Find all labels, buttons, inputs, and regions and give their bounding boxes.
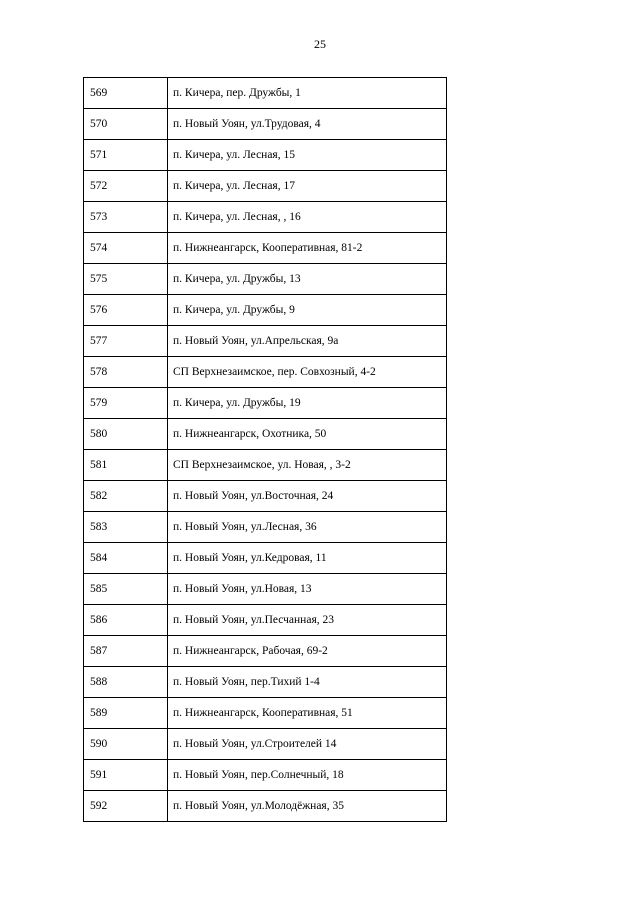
row-number: 572 bbox=[84, 171, 168, 202]
row-address: п. Новый Уоян, ул.Новая, 13 bbox=[168, 574, 447, 605]
row-address: п. Нижнеангарск, Рабочая, 69-2 bbox=[168, 636, 447, 667]
row-address: п. Кичера, ул. Лесная, 17 bbox=[168, 171, 447, 202]
row-number: 585 bbox=[84, 574, 168, 605]
table-row bbox=[84, 233, 447, 264]
row-number: 590 bbox=[84, 729, 168, 760]
table-row bbox=[84, 481, 447, 512]
row-number: 586 bbox=[84, 605, 168, 636]
row-address: п. Новый Уоян, пер.Солнечный, 18 bbox=[168, 760, 447, 791]
table-row bbox=[84, 605, 447, 636]
address-table bbox=[83, 77, 447, 822]
table-row bbox=[84, 140, 447, 171]
row-address: п. Нижнеангарск, Охотника, 50 bbox=[168, 419, 447, 450]
table-row bbox=[84, 419, 447, 450]
table-row bbox=[84, 791, 447, 822]
row-address: п. Новый Уоян, ул.Лесная, 36 bbox=[168, 512, 447, 543]
row-number: 576 bbox=[84, 295, 168, 326]
table-row bbox=[84, 388, 447, 419]
row-number: 570 bbox=[84, 109, 168, 140]
row-number: 569 bbox=[84, 78, 168, 109]
row-address: п. Новый Уоян, ул.Трудовая, 4 bbox=[168, 109, 447, 140]
row-address: п. Новый Уоян, ул.Песчанная, 23 bbox=[168, 605, 447, 636]
row-address: п. Нижнеангарск, Кооперативная, 51 bbox=[168, 698, 447, 729]
table-row bbox=[84, 202, 447, 233]
row-number: 588 bbox=[84, 667, 168, 698]
row-address: п. Новый Уоян, ул.Апрельская, 9а bbox=[168, 326, 447, 357]
row-number: 574 bbox=[84, 233, 168, 264]
row-address: п. Новый Уоян, ул.Строителей 14 bbox=[168, 729, 447, 760]
table-row bbox=[84, 729, 447, 760]
row-number: 581 bbox=[84, 450, 168, 481]
row-number: 589 bbox=[84, 698, 168, 729]
row-number: 592 bbox=[84, 791, 168, 822]
row-address: п. Новый Уоян, ул.Кедровая, 11 bbox=[168, 543, 447, 574]
table-row bbox=[84, 450, 447, 481]
table-row bbox=[84, 667, 447, 698]
row-address: п. Кичера, ул. Лесная, 15 bbox=[168, 140, 447, 171]
row-address: п. Новый Уоян, пер.Тихий 1-4 bbox=[168, 667, 447, 698]
table-row bbox=[84, 78, 447, 109]
row-address: п. Кичера, ул. Дружбы, 9 bbox=[168, 295, 447, 326]
row-number: 580 bbox=[84, 419, 168, 450]
table-row bbox=[84, 543, 447, 574]
table-row bbox=[84, 326, 447, 357]
table-row bbox=[84, 574, 447, 605]
row-address: п. Кичера, ул. Дружбы, 19 bbox=[168, 388, 447, 419]
row-number: 575 bbox=[84, 264, 168, 295]
row-address: СП Верхнезаимское, пер. Совхозный, 4-2 bbox=[168, 357, 447, 388]
table-row bbox=[84, 357, 447, 388]
table-row bbox=[84, 512, 447, 543]
row-address: п. Новый Уоян, ул.Восточная, 24 bbox=[168, 481, 447, 512]
page-number: 25 bbox=[314, 37, 326, 51]
row-address: СП Верхнезаимское, ул. Новая, , 3-2 bbox=[168, 450, 447, 481]
row-address: п. Нижнеангарск, Кооперативная, 81-2 bbox=[168, 233, 447, 264]
table-row bbox=[84, 171, 447, 202]
table-row bbox=[84, 698, 447, 729]
table-row bbox=[84, 636, 447, 667]
row-number: 571 bbox=[84, 140, 168, 171]
row-number: 591 bbox=[84, 760, 168, 791]
row-address: п. Кичера, ул. Дружбы, 13 bbox=[168, 264, 447, 295]
row-number: 577 bbox=[84, 326, 168, 357]
row-number: 578 bbox=[84, 357, 168, 388]
row-number: 573 bbox=[84, 202, 168, 233]
row-address: п. Кичера, пер. Дружбы, 1 bbox=[168, 78, 447, 109]
table-row bbox=[84, 295, 447, 326]
row-number: 579 bbox=[84, 388, 168, 419]
row-number: 583 bbox=[84, 512, 168, 543]
table-row bbox=[84, 109, 447, 140]
row-number: 584 bbox=[84, 543, 168, 574]
table-row bbox=[84, 264, 447, 295]
row-address: п. Новый Уоян, ул.Молодёжная, 35 bbox=[168, 791, 447, 822]
table-row bbox=[84, 760, 447, 791]
row-number: 582 bbox=[84, 481, 168, 512]
row-number: 587 bbox=[84, 636, 168, 667]
row-address: п. Кичера, ул. Лесная, , 16 bbox=[168, 202, 447, 233]
